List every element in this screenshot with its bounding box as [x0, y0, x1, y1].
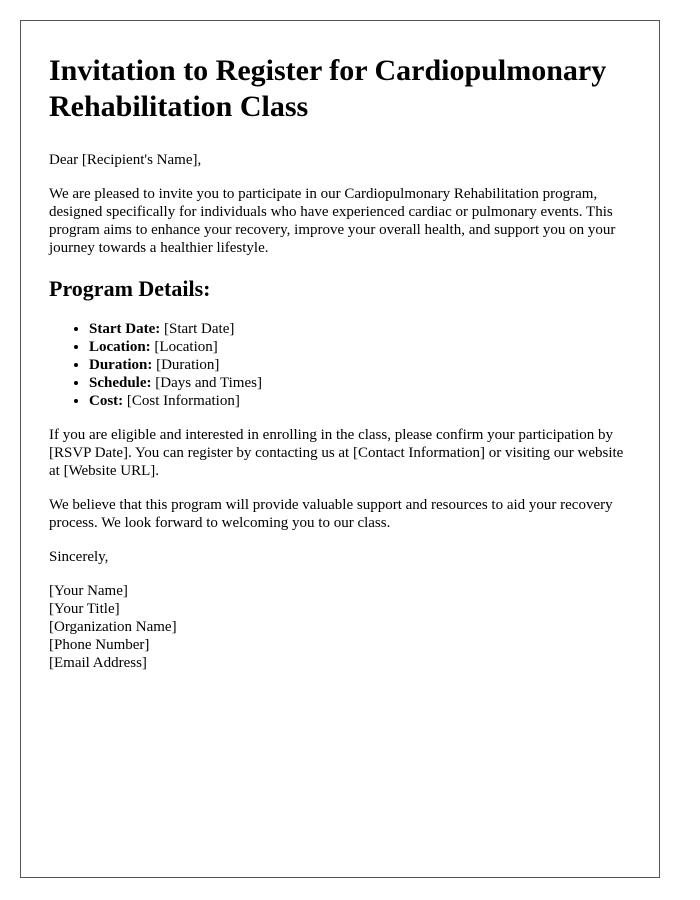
detail-label: Location: — [89, 339, 151, 355]
detail-label: Start Date: — [89, 321, 161, 337]
belief-paragraph: We believe that this program will provide valuable support and resources to aid your recovery process. We look forward to welcoming you to our class. — [49, 497, 613, 531]
letter-title: Invitation to Register for Cardiopulmonary Rehabilitation Class — [49, 54, 607, 123]
detail-value: [Days and Times] — [151, 375, 262, 391]
detail-item-cost — [89, 392, 631, 410]
detail-label: Schedule: — [89, 375, 152, 391]
signature-organization: [Organization Name] — [49, 619, 177, 635]
intro-paragraph: We are pleased to invite you to participate in our Cardiopulmonary Rehabilitation program, designed specifically for individuals who have experienced cardiac or pulmonary events. This program aims to enhance your recovery, improve your overall health, and support you on your journey towards a healthier lifestyle. — [49, 186, 616, 256]
greeting: Dear [Recipient's Name], — [49, 152, 202, 168]
detail-value: [Cost Information] — [123, 393, 240, 409]
detail-item-start-date — [89, 320, 631, 338]
eligibility-paragraph: If you are eligible and interested in enrolling in the class, please confirm your participation by [RSVP Date]. You can register by contacting us at [Contact Information] or visiting our website at [Website URL]. — [49, 427, 624, 479]
closing-line: Sincerely, — [49, 549, 109, 565]
signature-email: [Email Address] — [49, 655, 147, 671]
signature-title: [Your Title] — [49, 601, 120, 617]
signature-phone: [Phone Number] — [49, 637, 150, 653]
signature-name: [Your Name] — [49, 583, 128, 599]
program-details-heading: Program Details: — [49, 276, 211, 301]
detail-item-schedule — [89, 374, 631, 392]
detail-item-duration — [89, 356, 631, 374]
detail-value: [Duration] — [152, 357, 220, 373]
detail-label: Duration: — [89, 357, 153, 373]
program-details-list — [49, 320, 631, 410]
detail-value: [Location] — [150, 339, 218, 355]
detail-label: Cost: — [89, 393, 124, 409]
detail-item-location — [89, 338, 631, 356]
detail-value: [Start Date] — [160, 321, 235, 337]
signature-block — [49, 582, 631, 672]
letter-page — [20, 20, 660, 878]
